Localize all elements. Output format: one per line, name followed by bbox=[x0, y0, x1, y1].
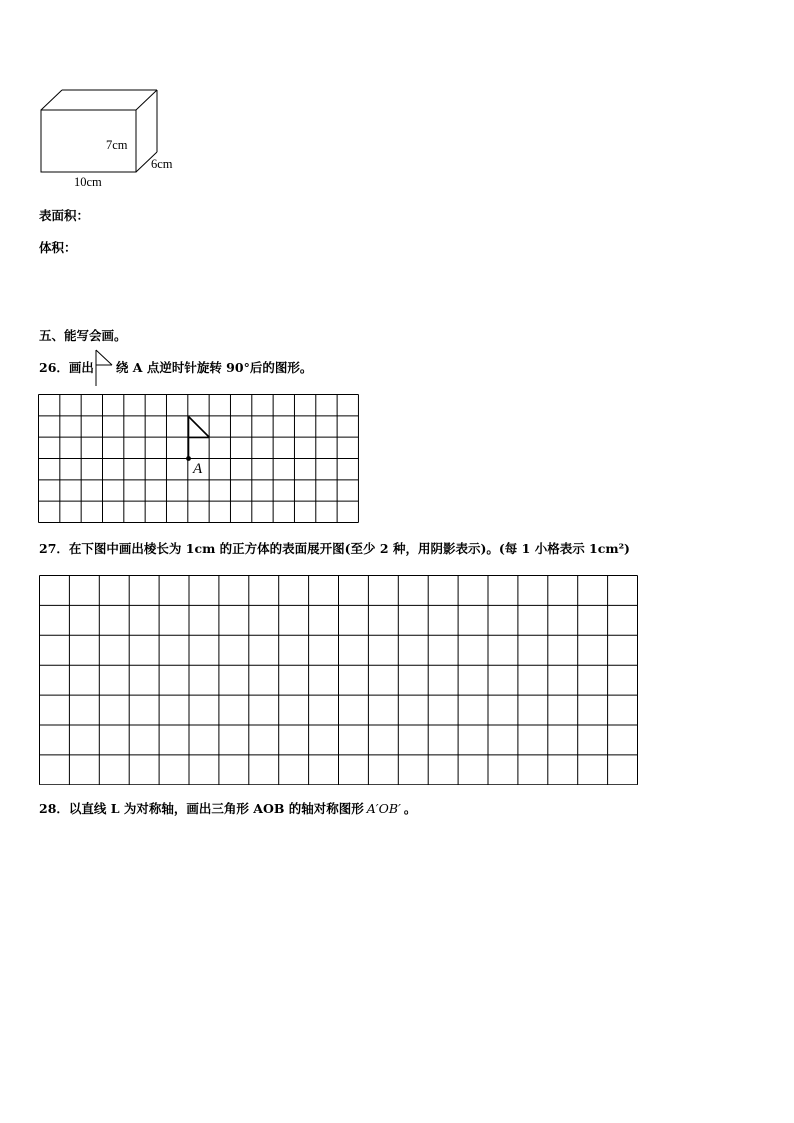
flag-shape-icon bbox=[94, 360, 116, 374]
surface-area-label: 表面积： bbox=[39, 208, 90, 223]
question-end: 。 bbox=[403, 801, 417, 816]
question-number: 26． bbox=[39, 360, 69, 375]
question-prefix: 画出 bbox=[68, 360, 94, 375]
question-28-text bbox=[39, 801, 416, 817]
depth-label: 6cm bbox=[151, 157, 173, 171]
rotation-grid bbox=[38, 394, 361, 524]
question-26-text bbox=[39, 360, 312, 376]
question-body: 以直线 L 为对称轴，画出三角形 AOB 的轴对称图形 bbox=[68, 801, 364, 816]
question-suffix: 绕 A 点逆时针旋转 90°后的图形。 bbox=[115, 360, 313, 375]
point-a bbox=[186, 456, 191, 461]
question-body: 在下图中画出棱长为 1cm 的正方体的表面展开图(至少 2 种，用阴影表示)。(每 1 小格表示 1cm²) bbox=[68, 541, 630, 556]
symmetric-figure-name: A′OB′ bbox=[366, 801, 401, 816]
flag-figure bbox=[189, 417, 210, 459]
volume-label: 体积： bbox=[39, 240, 77, 255]
point-a-label: A bbox=[193, 461, 203, 477]
question-number: 28． bbox=[39, 801, 69, 816]
section-title: 五、能写会画。 bbox=[39, 328, 127, 343]
net-grid bbox=[39, 575, 640, 785]
cuboid-figure bbox=[30, 82, 190, 192]
width-label: 10cm bbox=[74, 175, 102, 189]
question-number: 27． bbox=[39, 541, 69, 556]
question-27-text bbox=[39, 541, 630, 557]
height-label: 7cm bbox=[106, 138, 128, 152]
